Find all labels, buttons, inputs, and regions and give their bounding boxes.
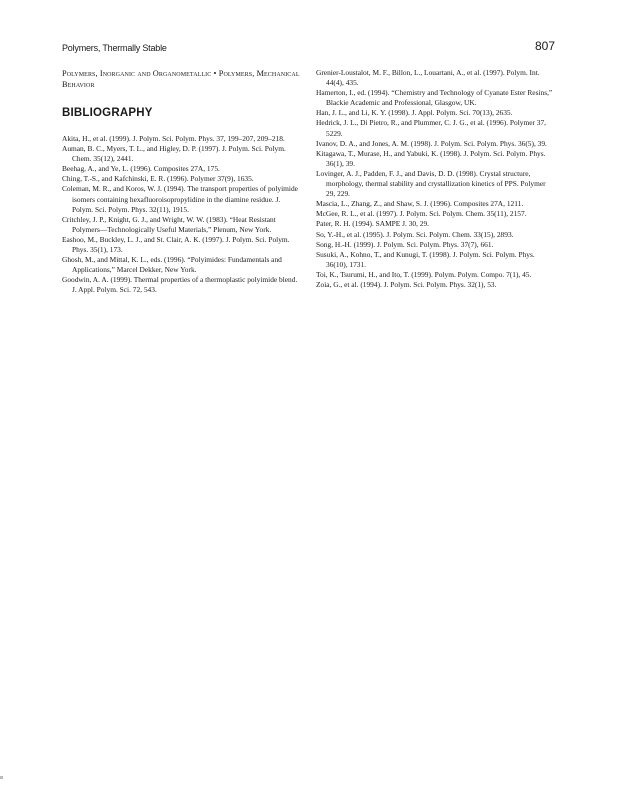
reference-item: McGee, R. L., et al. (1997). J. Polym. Sci. Polym. Chem. 35(11), 2157.	[316, 209, 527, 219]
reference-item: Kitagawa, T., Murase, H., and Yabuki, K. (1998). J. Polym. Sci. Polym. Phys. 36(1), 39.	[316, 148, 546, 168]
reference-item: Ghosh, M., and Mittal, K. L., eds. (1996). “Polyimides: Fundamentals and Applications,” Marcel Dekker, New York.	[62, 255, 282, 275]
reference-item: Susuki, A., Kohno, T., and Kunugi, T. (1998). J. Polym. Sci. Polym. Phys. 36(10), 1731.	[316, 249, 535, 269]
reference-item: Coleman, M. R., and Koros, W. J. (1994). The transport properties of polyimide isomers containing hexafluoroisopropylidine in the diamine residue. J. Polym. Sci. Polym. Phys. 32(11), 1915.	[62, 184, 298, 214]
reference-item: Goodwin, A. A. (1999). Thermal properties of a thermoplastic polyimide blend. J. Appl. Polym. Sci. 72, 543.	[62, 275, 298, 295]
reference-item: Pater, R. H. (1994). SAMPE J. 30, 29.	[316, 219, 430, 229]
reference-item: Auman, B. C., Myers, T. L., and Higley, D. P. (1997). J. Polym. Sci. Polym. Chem. 35(12), 2441.	[62, 144, 286, 164]
cross-reference: Polymers, Inorganic and Organometallic • Polymers, Mechanical Behavior	[62, 69, 300, 89]
page-corner-mark	[0, 776, 3, 779]
reference-item: Beehag, A., and Ye, L. (1996). Composites 27A, 175.	[62, 164, 220, 174]
reference-item: Critchley, J. P., Knight, G. J., and Wright, W. W. (1983). “Heat Resistant Polymers—Technologically Useful Materials,” Plenum, New York.	[62, 214, 276, 234]
running-title: Polymers, Thermally Stable	[62, 43, 167, 53]
reference-list-right	[316, 68, 555, 290]
reference-item: Ivanov, D. A., and Jones, A. M. (1998). J. Polym. Sci. Polym. Phys. 36(5), 39.	[316, 138, 547, 148]
reference-item: Hamerton, I., ed. (1994). “Chemistry and Technology of Cyanate Ester Resins,” Blackie Academic and Professional, Glasgow, UK.	[316, 88, 553, 108]
reference-item: Toi, K., Tsurumi, H., and Ito, T. (1999). Polym. Polym. Compo. 7(1), 45.	[316, 269, 532, 279]
page-number: 807	[534, 39, 555, 53]
reference-item: Akita, H., et al. (1999). J. Polym. Sci. Polym. Phys. 37, 199–207, 209–218.	[62, 134, 285, 143]
reference-item: Han, J. L., and Li, K. Y. (1998). J. Appl. Polym. Sci. 70(13), 2635.	[316, 108, 513, 118]
reference-item: Lovinger, A. J., Padden, F. J., and Davis, D. D. (1998). Crystal structure, morphology, thermal stability and crystallization kinetics of PPS. Polymer 29, 229.	[316, 168, 546, 199]
right-column	[316, 68, 555, 290]
reference-item: So, Y.-H., et al. (1995). J. Polym. Sci. Polym. Chem. 33(15), 2893.	[316, 229, 514, 239]
reference-item: Mascia, L., Zhang, Z., and Shaw, S. J. (1996). Composites 27A, 1211.	[316, 199, 524, 209]
section-title: BIBLIOGRAPHY	[62, 107, 153, 119]
reference-item: Eashoo, M., Buckley, L. J., and St. Clair, A. K. (1997). J. Polym. Sci. Polym. Phys. 35(1), 173.	[62, 234, 290, 255]
left-column	[62, 68, 301, 296]
reference-item: Hedrick, J. L., Di Pietro, R., and Plummer, C. J. G., et al. (1996). Polymer 37, 5229.	[316, 118, 547, 138]
reference-item: Song, H.-H. (1999). J. Polym. Sci. Polym. Phys. 37(7), 661.	[316, 239, 494, 249]
reference-list-left	[62, 134, 301, 296]
reference-item: Grenier-Loustalot, M. F., Billon, L., Louartani, A., et al. (1997). Polym. Int. 44(4), 435.	[316, 68, 540, 88]
reference-item: Zoia, G., et al. (1994). J. Polym. Sci. Polym. Phys. 32(1), 53.	[316, 279, 497, 289]
reference-item: Ching, T.-S., and Kafchinski, E. R. (1996). Polymer 37(9), 1635.	[62, 174, 254, 184]
